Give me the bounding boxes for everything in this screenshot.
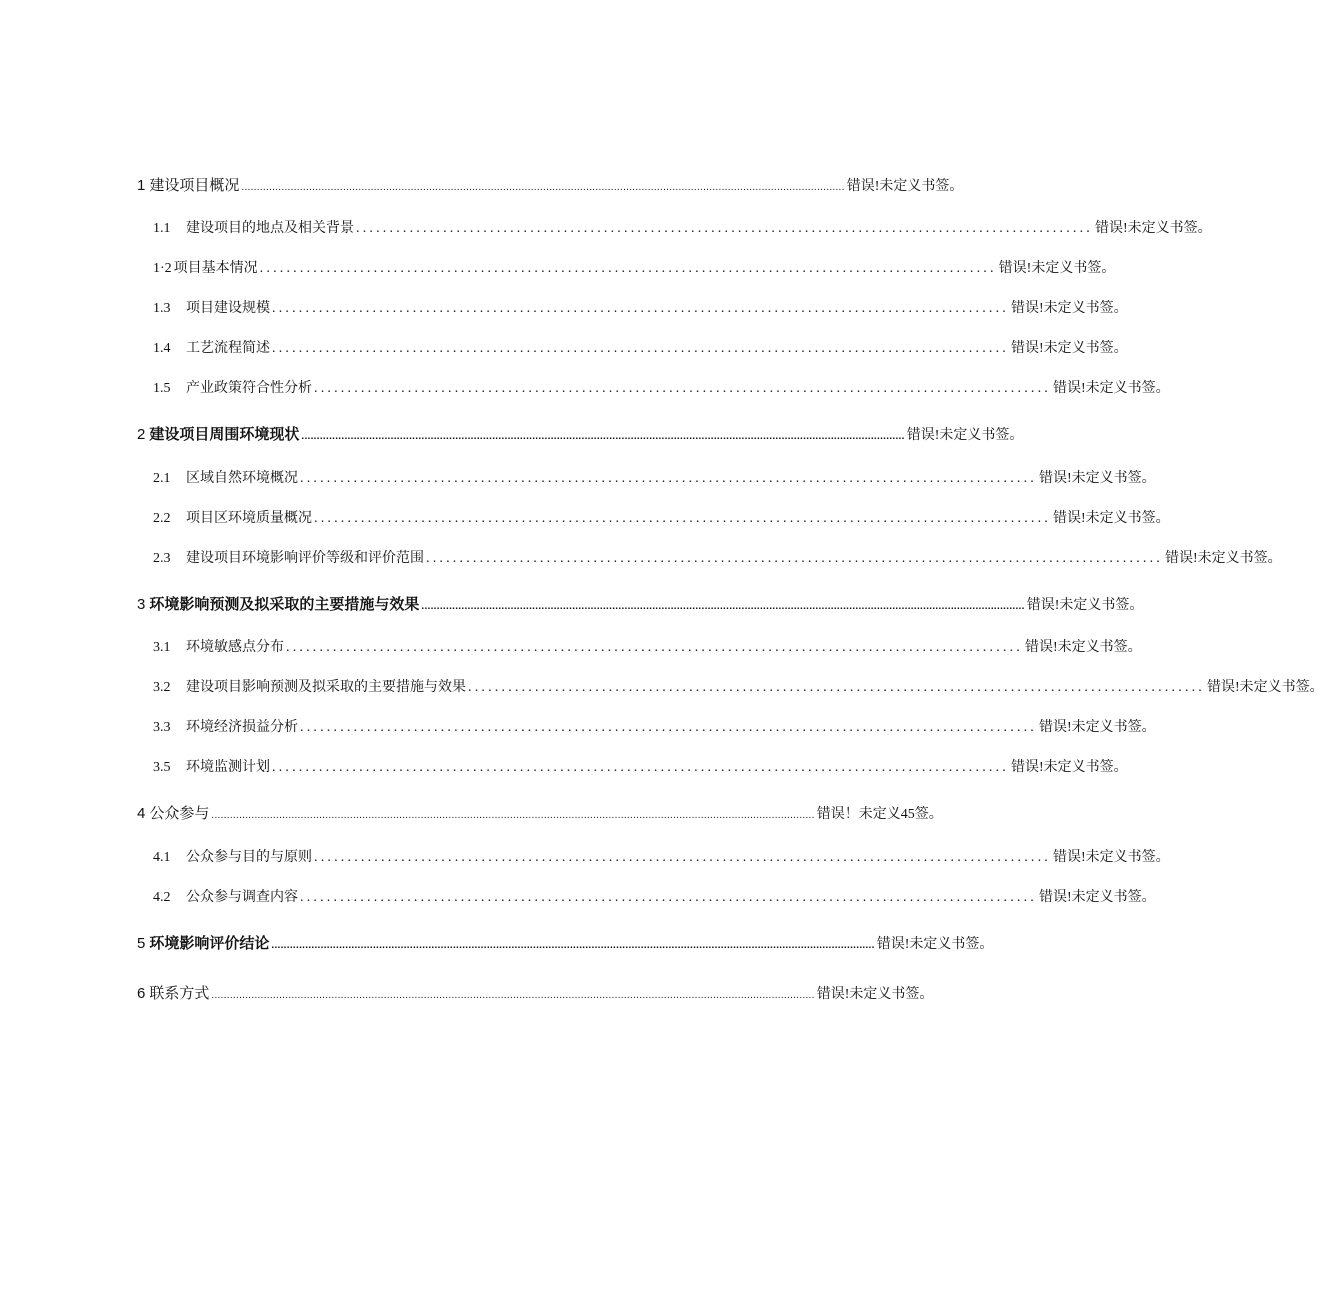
toc-title: 建设项目环境影响评价等级和评价范围 (186, 551, 424, 566)
toc-number: 3 (137, 596, 146, 613)
toc-page-ref: 错误!未定义书签。 (1039, 720, 1156, 735)
toc-leader: .............................................................................................................. (300, 720, 1037, 735)
toc-entry-2-2[interactable] (153, 507, 1170, 527)
toc-entry-2-1[interactable] (153, 467, 1156, 487)
toc-number: 3.5 (153, 760, 171, 775)
toc-leader: .............................................................................................................. (426, 551, 1163, 566)
toc-title: 环境影响预测及拟采取的主要措施与效果 (149, 596, 420, 613)
toc-number: 4.2 (153, 890, 171, 905)
toc-entry-4-1[interactable] (153, 846, 1170, 866)
toc-title: 公众参与调查内容 (186, 890, 298, 905)
toc-entry-3-3[interactable] (153, 716, 1156, 736)
toc-title: 环境影响评价结论 (149, 935, 270, 952)
toc-title: 公众参与目的与原则 (186, 850, 312, 865)
toc-number: 3.3 (153, 720, 171, 735)
toc-number: 6 (137, 985, 146, 1002)
toc-entry-1[interactable] (137, 174, 964, 195)
toc-title: 建设项目的地点及相关背景 (186, 221, 354, 236)
toc-page-ref: 错误!未定义书签。 (1095, 221, 1212, 236)
toc-number: 3.1 (153, 640, 171, 655)
toc-leader: .............................................................................................................. (356, 221, 1093, 236)
toc-leader: .............................................................................................................. (272, 341, 1009, 356)
toc-entry-5[interactable] (137, 932, 994, 953)
toc-entry-3-1[interactable] (153, 636, 1142, 656)
toc-title: 环境监测计划 (186, 760, 270, 775)
toc-leader: .................................................................................................................................................................................................... (301, 431, 905, 442)
toc-number: 2.3 (153, 551, 171, 566)
toc-entry-3-2[interactable] (153, 676, 1324, 696)
toc-leader: .............................................................................................................. (314, 511, 1051, 526)
toc-title: 环境经济损益分析 (186, 720, 298, 735)
toc-leader: .............................................................................................................. (272, 760, 1009, 775)
toc-title: 项目区环境质量概况 (186, 511, 312, 526)
toc-leader: .............................................................................................................. (314, 850, 1051, 865)
toc-number: 4.1 (153, 850, 171, 865)
toc-entry-1-4[interactable] (153, 337, 1128, 357)
toc-page-ref: 错误!未定义书签。 (846, 179, 964, 194)
toc-number: 5 (137, 935, 146, 952)
toc-page-ref: 错误!未定义书签。 (1039, 890, 1156, 905)
toc-page-ref: 错误!未定义书签。 (1011, 301, 1128, 316)
toc-number: 2 (137, 426, 146, 443)
toc-number: 2.2 (153, 511, 171, 526)
toc-number: 1·2 (153, 261, 172, 276)
toc-title: 建设项目概况 (149, 177, 240, 194)
toc-title: 建设项目周围环境现状 (149, 426, 300, 443)
toc-leader: .............................................................................................................. (300, 890, 1037, 905)
toc-leader: .................................................................................................................................................................................................... (211, 810, 815, 821)
toc-number: 4 (137, 805, 146, 822)
toc-page-ref: 错误!未定义书签。 (1165, 551, 1282, 566)
toc-leader: .............................................................................................................. (468, 680, 1205, 695)
toc-title: 项目基本情况 (173, 261, 258, 276)
toc-entry-2-3[interactable] (153, 547, 1282, 567)
toc-page-ref: 错误!未定义书签。 (816, 987, 934, 1002)
toc-page-ref: 错误!未定义书签。 (1011, 760, 1128, 775)
toc-page-ref: 错误!未定义书签。 (1026, 598, 1144, 613)
toc-page-ref: 错误!未定义书签。 (1053, 850, 1170, 865)
toc-page-ref: 错误!未定义书签。 (876, 937, 994, 952)
toc-entry-4-2[interactable] (153, 886, 1156, 906)
toc-entry-3[interactable] (137, 593, 1144, 614)
toc-page-ref: 错误!未定义书签。 (1053, 381, 1170, 396)
toc-leader: .............................................................................................................. (286, 640, 1023, 655)
toc-entry-3-5[interactable] (153, 756, 1128, 776)
toc-title: 项目建设规模 (186, 301, 270, 316)
toc-number: 1.5 (153, 381, 171, 396)
toc-page-ref: 错误!未定义书签。 (1011, 341, 1128, 356)
toc-title: 区域自然环境概况 (186, 471, 298, 486)
toc-entry-6[interactable] (137, 982, 934, 1003)
toc-page-ref: 错误！未定义45签。 (816, 807, 943, 822)
toc-page-ref: 错误!未定义书签。 (1053, 511, 1170, 526)
toc-leader: .............................................................................................................. (272, 301, 1009, 316)
toc-leader: .................................................................................................................................................................................................... (271, 940, 875, 951)
toc-title: 产业政策符合性分析 (186, 381, 312, 396)
toc-entry-4[interactable] (137, 802, 943, 823)
toc-leader: .................................................................................................................................................................................................... (421, 601, 1025, 612)
toc-number: 1.3 (153, 301, 171, 316)
toc-title: 工艺流程简述 (186, 341, 270, 356)
toc-page-ref: 错误!未定义书签。 (906, 428, 1024, 443)
toc-number: 1 (137, 177, 146, 194)
toc-leader: .............................................................................................................. (259, 261, 997, 276)
toc-page-ref: 错误!未定义书签。 (1025, 640, 1142, 655)
toc-page-ref: 错误!未定义书签。 (998, 261, 1116, 276)
toc-page-ref: 错误!未定义书签。 (1039, 471, 1156, 486)
toc-page-ref: 错误!未定义书签。 (1207, 680, 1324, 695)
toc-number: 2.1 (153, 471, 171, 486)
toc-entry-1-3[interactable] (153, 297, 1128, 317)
toc-number: 1.4 (153, 341, 171, 356)
toc-leader: .................................................................................................................................................................................................... (211, 990, 815, 1001)
toc-title: 环境敏感点分布 (186, 640, 284, 655)
toc-entry-1-5[interactable] (153, 377, 1170, 397)
toc-title: 联系方式 (149, 985, 210, 1002)
toc-entry-2[interactable] (137, 423, 1024, 444)
toc-leader: .............................................................................................................. (314, 381, 1051, 396)
toc-number: 3.2 (153, 680, 171, 695)
toc-leader: .................................................................................................................................................................................................... (241, 182, 845, 193)
toc-number: 1.1 (153, 221, 171, 236)
toc-title: 建设项目影响预测及拟采取的主要措施与效果 (186, 680, 466, 695)
toc-entry-1-1[interactable] (153, 217, 1212, 237)
toc-entry-1-2[interactable] (153, 257, 1116, 277)
toc-leader: .............................................................................................................. (300, 471, 1037, 486)
toc-title: 公众参与 (149, 805, 210, 822)
